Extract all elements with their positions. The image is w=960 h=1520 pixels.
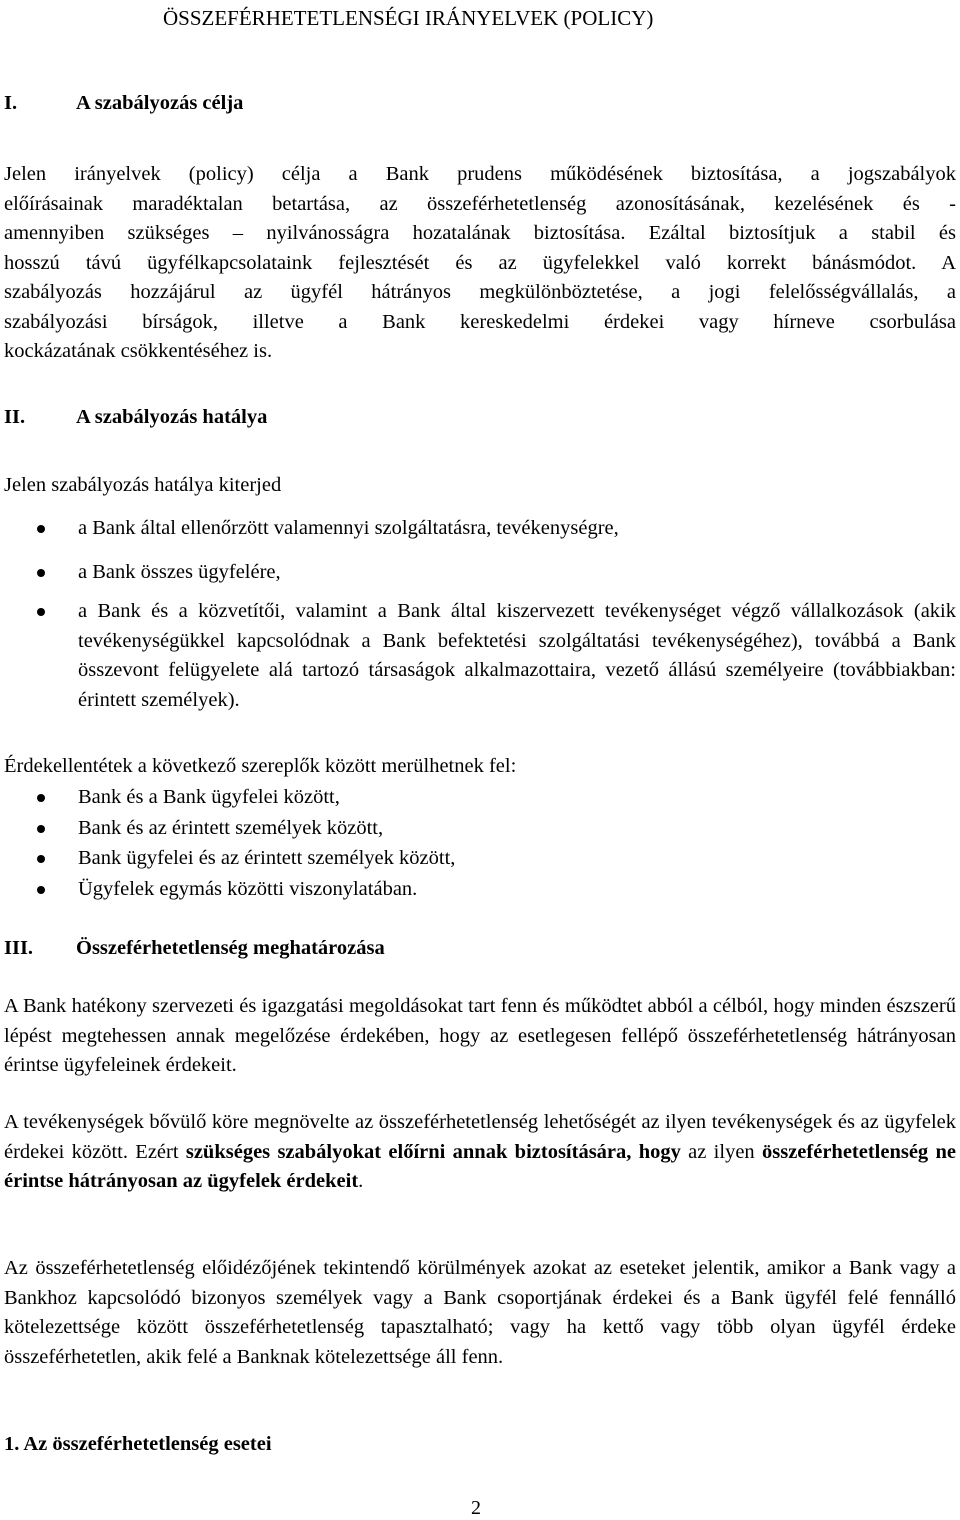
scope-intro: Jelen szabályozás hatálya kiterjed (4, 474, 282, 496)
text-span: A tevékenységek bővülő köre megnövelte az összeférhetetlenség lehetőségét az ilyen tevékenységek és az ügyfelek érdekei között. Ezért (4, 1111, 956, 1163)
list-item (0, 514, 960, 558)
list-item-text: Bank és a Bank ügyfelei között, (78, 786, 340, 808)
list-item (0, 844, 960, 875)
section-heading-1 (4, 89, 243, 118)
purpose-paragraph (4, 160, 956, 367)
text-line: amennyiben szükséges – nyilvánosságra hozatalának biztosítása. Ezáltal biztosítjuk a stabil és (4, 222, 956, 244)
scope-list (0, 514, 960, 715)
bullet-icon (37, 794, 45, 802)
conflict-intro: Érdekellentétek a következő szereplők között merülhetnek fel: (4, 755, 517, 777)
text-line: Jelen irányelvek (policy) célja a Bank prudens működésének biztosítása, a jogszabályok (4, 163, 956, 185)
list-item-text: a Bank által ellenőrzött valamennyi szolgáltatásra, tevékenységre, (78, 517, 619, 539)
text-line: szabályozás hozzájárul az ügyfél hátrányos megkülönböztetése, a jogi felelősségvállalás, a (4, 281, 956, 303)
bullet-icon (37, 569, 45, 577)
list-item (0, 597, 960, 715)
bullet-icon (37, 855, 45, 863)
section-title: A szabályozás hatálya (76, 406, 268, 428)
list-item (0, 814, 960, 845)
rules-paragraph (4, 1108, 956, 1197)
text-line: hosszú távú ügyfélkapcsolataink fejlesztését és az ügyfelekkel való korrekt bánásmódot. A (4, 251, 956, 274)
list-item-text: a Bank összes ügyfelére, (78, 561, 281, 583)
section-title: Összeférhetetlenség meghatározása (76, 937, 385, 959)
bullet-icon (37, 886, 45, 894)
section-number: II. (4, 406, 26, 428)
text-span: az ilyen (680, 1140, 762, 1163)
list-item (0, 875, 960, 906)
bold-text: összeférhetetlenség ne érintse hátrányosan az ügyfelek érdekeit (4, 1140, 956, 1192)
list-item-text: Bank ügyfelei és az érintett személyek között, (78, 847, 456, 869)
list-item (0, 558, 960, 597)
subheading: 1. Az összeférhetetlenség esetei (4, 1433, 272, 1455)
list-item-text: Ügyfelek egymás közötti viszonylatában. (78, 877, 418, 900)
section-heading-3 (4, 934, 385, 963)
conflict-list (0, 783, 960, 905)
text-span: . (358, 1170, 364, 1192)
section-number: III. (4, 937, 34, 959)
section-number: I. (4, 92, 18, 114)
measures-paragraph: A Bank hatékony szervezeti és igazgatási megoldásokat tart fenn és működtet abból a célból, hogy minden észszerű lépést megtehessen annak megelőzése érdekében, hogy az esetlegesen fellépő összeférhetetlenség hátrányosan érintse ügyfeleinek érdekeit. (4, 995, 956, 1076)
circumstances-paragraph: Az összeférhetetlenség előidézőjének tekintendő körülmények azokat az eseteket jelentik, amikor a Bank vagy a Bankhoz kapcsolódó bizonyos személyek vagy a Bank csoportjának érdekei és a Bank ügyfél felé fennálló kötelezettsége között összeférhetetlenség tapasztalható; vagy ha kettő vagy több olyan ügyfél érdeke összeférhetetlen, akik felé a Banknak kötelezettsége áll fenn. (4, 1257, 956, 1368)
section-heading-2 (4, 403, 267, 432)
bullet-icon (37, 608, 45, 616)
list-item-text: Bank és az érintett személyek között, (78, 816, 384, 839)
text-line: kockázatának csökkentéséhez is. (4, 340, 273, 362)
bullet-icon (37, 825, 45, 833)
section-title: A szabályozás célja (76, 92, 244, 114)
page-number: 2 (471, 1497, 481, 1519)
text-line: előírásainak maradéktalan betartása, az összeférhetetlenség azonosításának, kezelésének és - (4, 192, 956, 215)
list-item (0, 783, 960, 814)
bold-text: szükséges szabályokat előírni annak biztosítására, hogy (185, 1140, 681, 1163)
document-title: ÖSSZEFÉRHETETLENSÉGI IRÁNYELVEK (POLICY) (163, 6, 654, 30)
bullet-icon (37, 525, 45, 533)
text-line: szabályozási bírságok, illetve a Bank kereskedelmi érdekei vagy hírneve csorbulása (4, 310, 956, 333)
list-item-text: a Bank és a közvetítői, valamint a Bank által kiszervezett tevékenységet végző vállalkozások (akik tevékenységükkel kapcsolódnak a Bank befektetési szolgáltatási tevékenységéhez), továbbá a Bank összevont felügyelete alá tartozó társaságok alkalmazottaira, vezető állású személyeire (továbbiakban: érintett személyek). (78, 600, 956, 711)
